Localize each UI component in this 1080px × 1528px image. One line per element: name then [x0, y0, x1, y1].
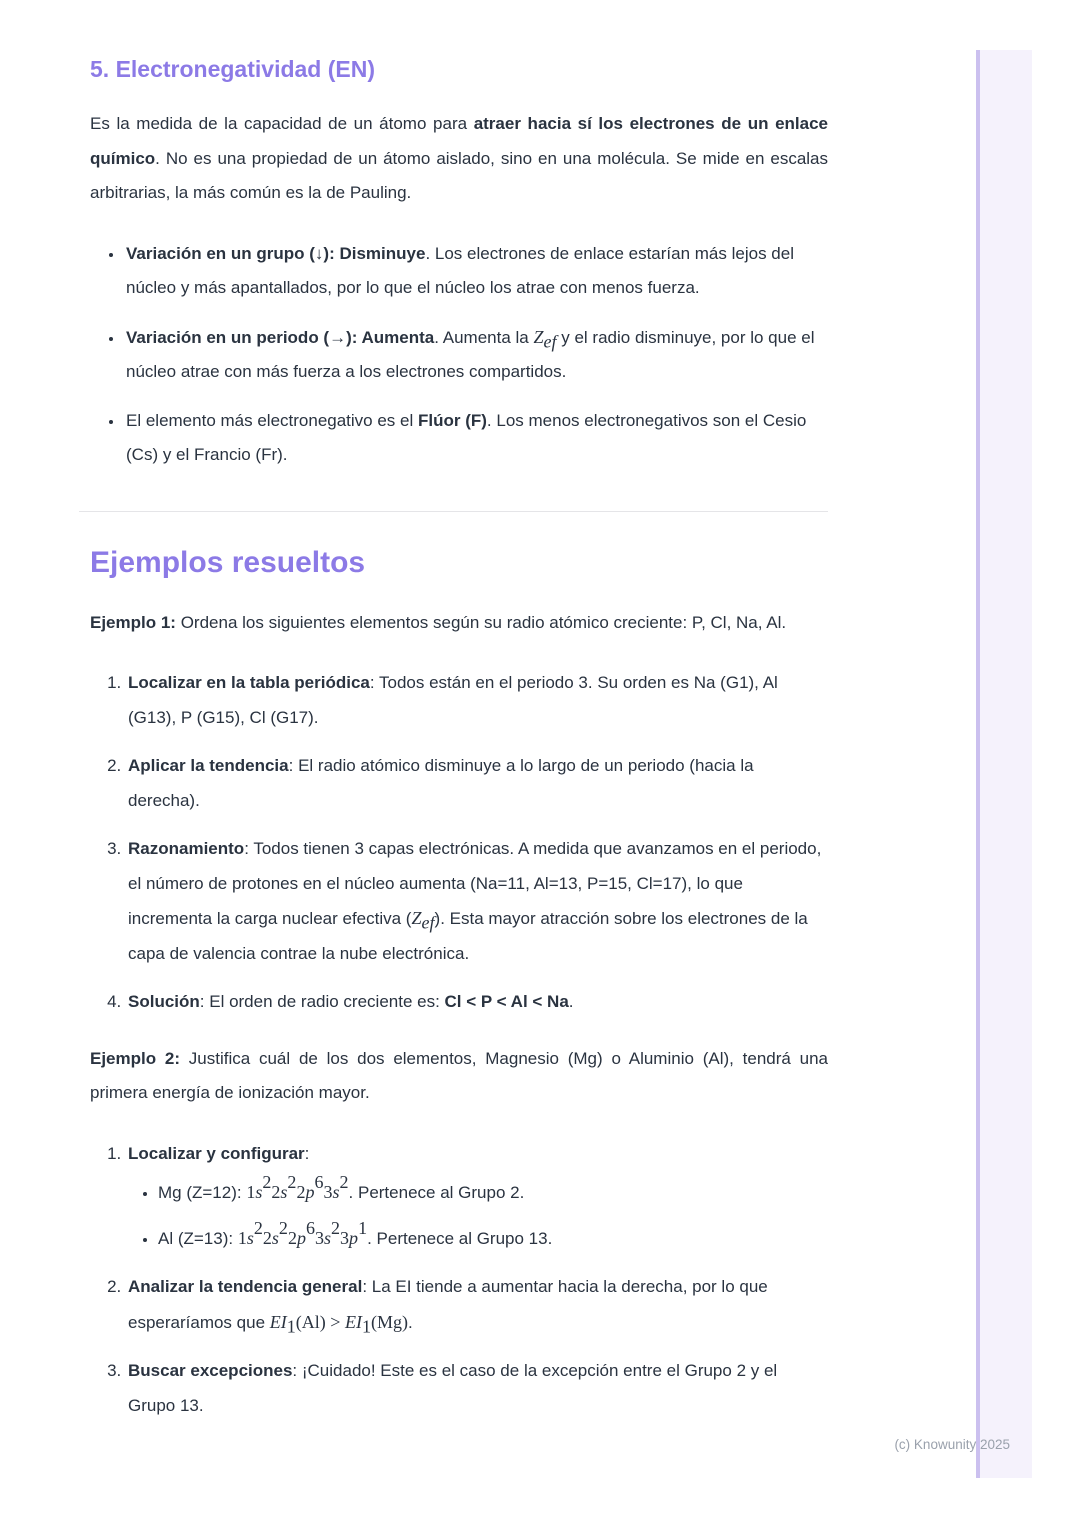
example1-step-4: 4. Solución: El orden de radio creciente es: Cl < P < Al < Na.	[126, 985, 828, 1020]
example1-step-1: 1. Localizar en la tabla periódica: Todos están en el periodo 3. Su orden es Na (G1), Al (G13), P (G15), Cl (G17).	[126, 666, 828, 735]
examples-heading: Ejemplos resueltos	[90, 545, 366, 579]
section-divider	[79, 511, 828, 512]
trend-item-group: • Variación en un grupo (↓): Disminuye. Los electrones de enlace estarían más lejos del núcleo y más apantallados, por lo que el núcleo los atrae con menos fuerza.	[124, 237, 828, 306]
electronegativity-trends-list	[90, 237, 828, 473]
example2-step-2: 2. Analizar la tendencia general: La EI tiende a aumentar hacia la derecha, por lo que esperaríamos que $EI_1(Al) > EI_1(Mg)$.	[126, 1270, 828, 1340]
config-item-mg: • Mg (Z=12): $1s^22s^22p^63s^2$. Pertenece al Grupo 2.	[158, 1175, 828, 1211]
section-heading-electronegatividad: 5. Electronegatividad (EN)	[90, 56, 376, 82]
trend-item-extremes: • El elemento más electronegativo es el Flúor (F). Los menos electronegativos son el Cesio (Cs) y el Francio (Fr).	[124, 404, 828, 473]
example1-statement: Ejemplo 1: Ordena los siguientes elementos según su radio atómico creciente: P, Cl, Na, Al.	[90, 612, 787, 632]
example2-statement: Ejemplo 2: Justifica cuál de los dos elementos, Magnesio (Mg) o Aluminio (Al), tendrá una primera energía de ionización mayor.	[90, 1048, 828, 1102]
example2-step-1-label: Localizar y configurar:	[128, 1143, 310, 1163]
example1-step-3: 3. Razonamiento: Todos tienen 3 capas electrónicas. A medida que avanzamos en el periodo, el número de protones en el núcleo aumenta (Na=11, Al=13, P=15, Cl=17), lo que incrementa la carga nuclear efectiva $(Z_{ef})$. Esta mayor atracción sobre los electrones de la capa de valencia contrae la nube electrónica.	[126, 832, 828, 971]
example1-step-2: 2. Aplicar la tendencia: El radio atómico disminuye a lo largo de un periodo (hacia la derecha).	[126, 749, 828, 818]
example2-step-1	[126, 1137, 828, 1257]
electron-config-list	[128, 1172, 828, 1256]
example2-steps-list	[90, 1137, 828, 1424]
config-item-al: • Al (Z=13): $1s^22s^22p^63s^23p^1$. Pertenece al Grupo 13.	[158, 1221, 828, 1257]
trend-item-period: • Variación en un periodo (→): Aumenta. Aumenta la $Z_{ef}$ y el radio disminuye, por lo que el núcleo atrae con más fuerza a los electrones compartidos.	[124, 320, 828, 390]
example2-step-3: 3. Buscar excepciones: ¡Cuidado! Este es el caso de la excepción entre el Grupo 2 y el Grupo 13.	[126, 1354, 828, 1423]
example1-steps-list	[90, 666, 828, 1020]
electronegativity-intro-paragraph: Es la medida de la capacidad de un átomo para atraer hacia sí los electrones de un enlace químico. No es una propiedad de un átomo aislado, sino en una molécula. Se mide en escalas arbitrarias, la más común es la de Pauling.	[90, 114, 829, 202]
copyright-note: (c) Knowunity 2025	[894, 1437, 1010, 1452]
